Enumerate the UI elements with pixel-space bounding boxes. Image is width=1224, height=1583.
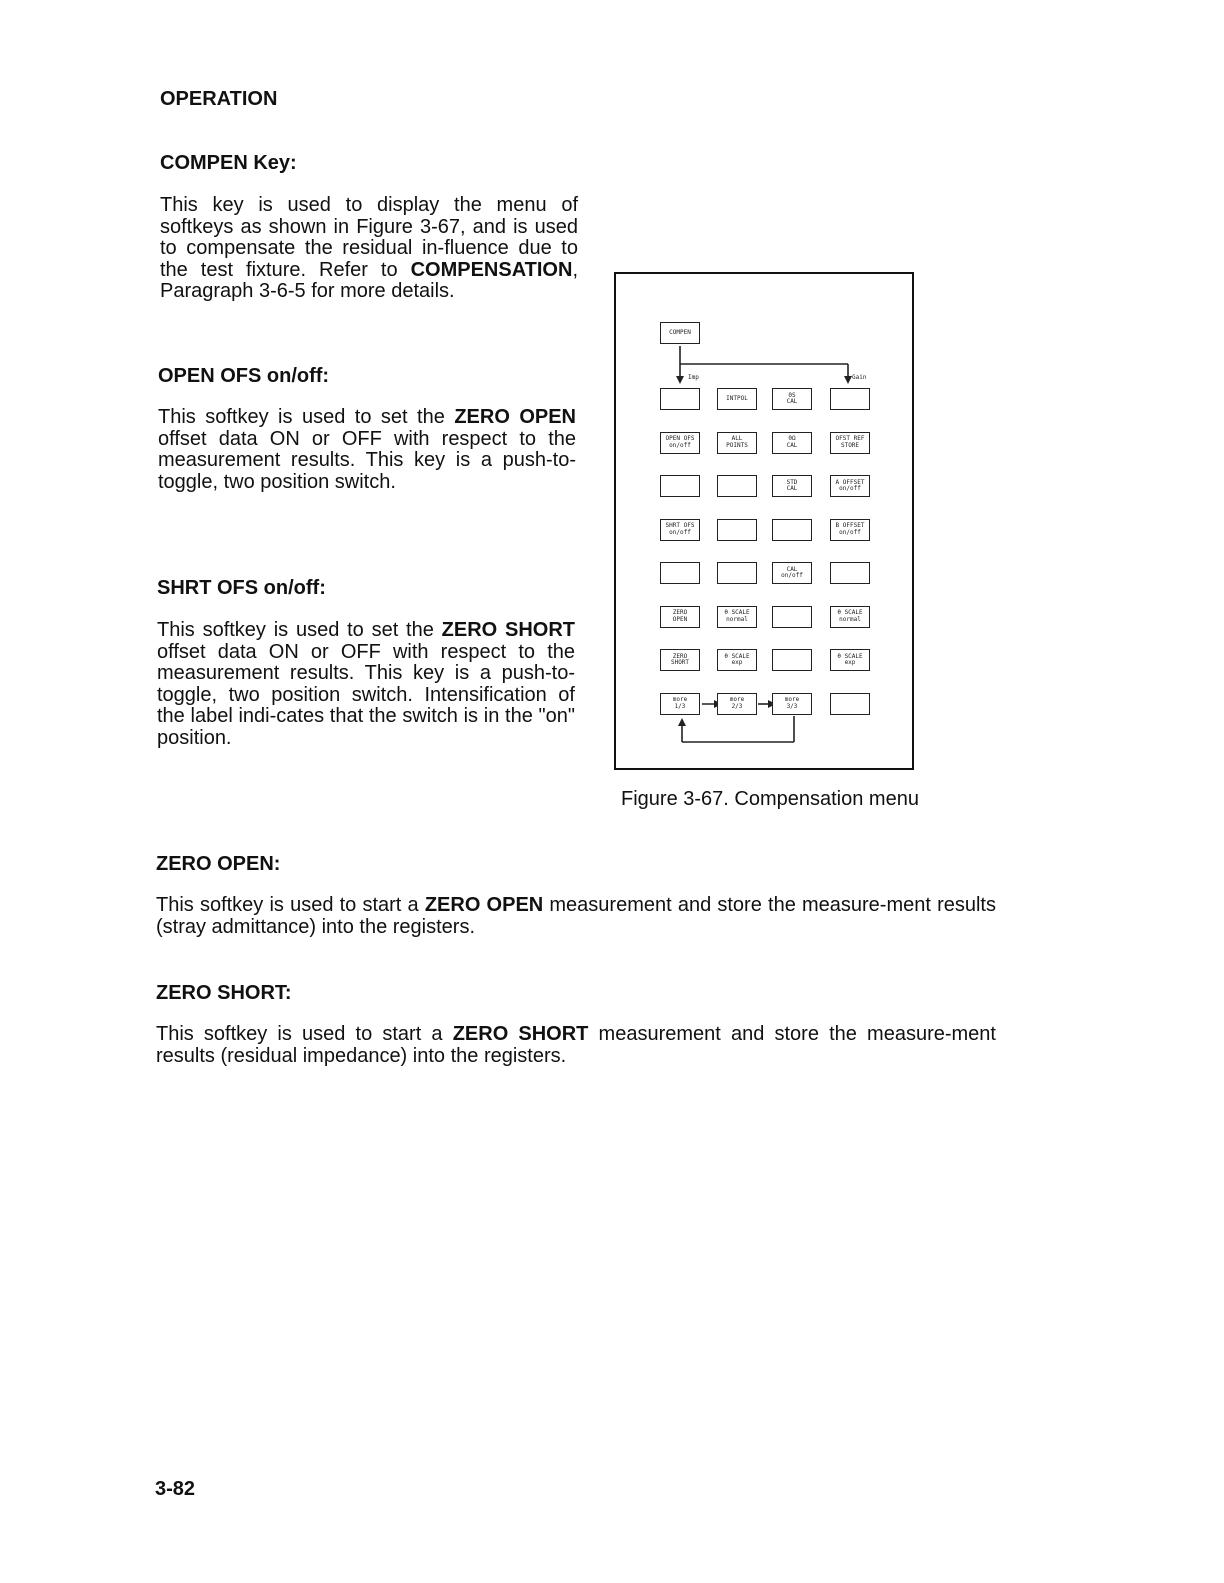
softkey-r4-c2 bbox=[717, 519, 757, 541]
softkey-r8-c3: more 3/3 bbox=[772, 693, 812, 715]
zero-short-text-bold: ZERO SHORT bbox=[452, 1023, 589, 1045]
softkey-r5-c4 bbox=[830, 562, 870, 584]
zero-short-heading: ZERO SHORT: bbox=[156, 982, 292, 1004]
softkey-r2-c2: ALL POINTS bbox=[717, 432, 757, 454]
softkey-r6-c2: θ SCALE normal bbox=[717, 606, 757, 628]
softkey-r3-c3: STD CAL bbox=[772, 475, 812, 497]
softkey-r2-c1: OPEN OFS on/off bbox=[660, 432, 700, 454]
open-ofs-paragraph bbox=[158, 407, 576, 493]
zero-open-paragraph bbox=[156, 895, 996, 938]
softkey-r1-c1 bbox=[660, 388, 700, 410]
zero-open-text-2: measurement and store the measure-ment results (stray admittance) into the registers. bbox=[156, 894, 996, 938]
softkey-r7-c1: ZERO SHORT bbox=[660, 649, 700, 671]
softkey-r1-c3: 0S CAL bbox=[772, 388, 812, 410]
softkey-r2-c4: OFST REF STORE bbox=[830, 432, 870, 454]
softkey-r8-c2: more 2/3 bbox=[717, 693, 757, 715]
softkey-r2-c3: 0Ω CAL bbox=[772, 432, 812, 454]
softkey-r5-c3: CAL on/off bbox=[772, 562, 812, 584]
softkey-r1-c4 bbox=[830, 388, 870, 410]
shrt-ofs-heading: SHRT OFS on/off: bbox=[157, 577, 326, 599]
open-ofs-text-2: offset data ON or OFF with respect to the measurement results. This key is a push-to-toggle, two position switch. bbox=[158, 427, 576, 493]
zero-short-text-2: measurement and store the measure-ment results (residual impedance) into the registers. bbox=[156, 1023, 996, 1067]
softkey-r8-c1: more 1/3 bbox=[660, 693, 700, 715]
compen-key: COMPEN bbox=[660, 322, 700, 344]
softkey-r1-c2: INTPOL bbox=[717, 388, 757, 410]
section-title: OPERATION bbox=[160, 88, 278, 110]
softkey-r8-c4 bbox=[830, 693, 870, 715]
shrt-ofs-text-1: This softkey is used to set the bbox=[157, 619, 442, 641]
softkey-r7-c4: θ SCALE exp bbox=[830, 649, 870, 671]
softkey-r6-c4: θ SCALE normal bbox=[830, 606, 870, 628]
page-number: 3-82 bbox=[155, 1478, 196, 1500]
softkey-r3-c1 bbox=[660, 475, 700, 497]
compen-key-heading: COMPEN Key: bbox=[160, 152, 297, 174]
shrt-ofs-text-bold: ZERO SHORT bbox=[441, 619, 575, 641]
softkey-r4-c4: B OFFSET on/off bbox=[830, 519, 870, 541]
softkey-r6-c1: ZERO OPEN bbox=[660, 606, 700, 628]
shrt-ofs-paragraph bbox=[157, 620, 575, 749]
open-ofs-text-bold: ZERO OPEN bbox=[454, 406, 577, 428]
zero-open-text-1: This softkey is used to start a bbox=[156, 894, 425, 916]
zero-open-text-bold: ZERO OPEN bbox=[424, 894, 544, 916]
softkey-r7-c3 bbox=[772, 649, 812, 671]
softkey-r3-c4: A OFFSET on/off bbox=[830, 475, 870, 497]
shrt-ofs-text-2: offset data ON or OFF with respect to the measurement results. This key is a push-to-toggle, two position switch. Intensification of the label indi-cates that the switch is in the "on" position. bbox=[157, 640, 575, 749]
softkey-r3-c2 bbox=[717, 475, 757, 497]
compen-text-bold: COMPENSATION bbox=[410, 258, 573, 281]
softkey-r4-c3 bbox=[772, 519, 812, 541]
gain-label: Gain bbox=[852, 374, 867, 381]
zero-short-paragraph bbox=[156, 1024, 996, 1067]
softkey-r4-c1: SHRT OFS on/off bbox=[660, 519, 700, 541]
compen-text-1: This key is used to display the menu of softkeys as shown in Figure 3-67, and is used to compensate the residual in-fluence due to the test fixture. Refer to bbox=[160, 194, 578, 281]
compensation-menu-figure bbox=[614, 272, 914, 770]
zero-open-heading: ZERO OPEN: bbox=[156, 853, 281, 875]
open-ofs-heading: OPEN OFS on/off: bbox=[158, 365, 330, 387]
compen-key-paragraph bbox=[160, 195, 578, 303]
compen-text-2: , Paragraph 3-6-5 for more details. bbox=[160, 258, 578, 302]
open-ofs-text-1: This softkey is used to set the bbox=[158, 406, 455, 428]
softkey-r5-c2 bbox=[717, 562, 757, 584]
softkey-r5-c1 bbox=[660, 562, 700, 584]
zero-short-text-1: This softkey is used to start a bbox=[156, 1023, 453, 1045]
figure-caption: Figure 3-67. Compensation menu bbox=[621, 788, 919, 810]
imp-label: Imp bbox=[688, 374, 699, 381]
softkey-r6-c3 bbox=[772, 606, 812, 628]
softkey-r7-c2: θ SCALE exp bbox=[717, 649, 757, 671]
